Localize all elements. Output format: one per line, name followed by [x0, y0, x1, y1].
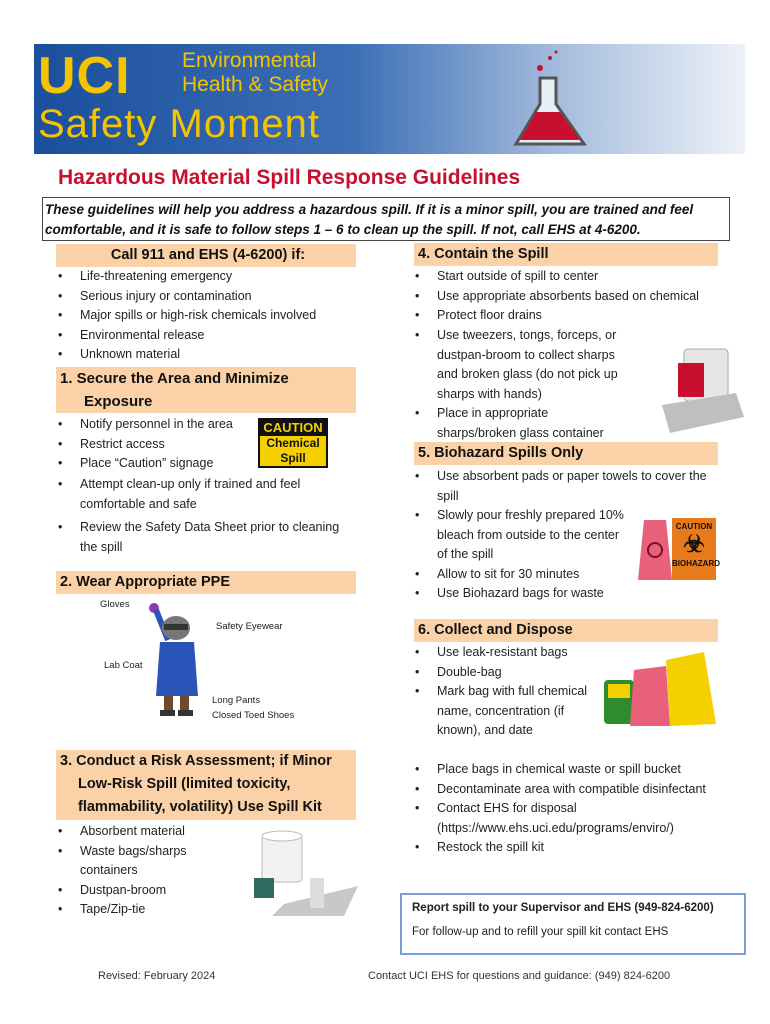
- list-item: • Life-threatening emergency: [58, 267, 358, 287]
- section-1-list-b: [58, 475, 348, 557]
- intro-text: These guidelines will help you address a hazardous spill. If it is a minor spill, you are trained and feel comfortable, and it is safe to follow steps 1 – 6 to clean up the spill. If not, call EHS at 4-6200.: [42, 197, 730, 241]
- uci-logo: UCI: [38, 47, 131, 105]
- caution-sign-line2: Spill: [280, 451, 306, 465]
- flask-icon: [510, 48, 610, 152]
- list-item: • Environmental release: [58, 326, 358, 346]
- biohazard-sign: [672, 518, 720, 580]
- list-item: • Mark bag with full chemical name, concentration (if known), and date: [415, 682, 605, 741]
- caution-sign: [258, 418, 328, 468]
- section-1-heading-line1: 1. Secure the Area and Minimize: [60, 370, 289, 387]
- section-2-heading: 2. Wear Appropriate PPE: [56, 571, 356, 594]
- caution-sign-top: CAUTION: [260, 420, 326, 436]
- list-item: • Slowly pour freshly prepared 10% bleach from outside to the center of the spill: [415, 506, 627, 565]
- list-item: • Allow to sit for 30 minutes: [415, 565, 627, 585]
- list-item: • Review the Safety Data Sheet prior to cleaning the spill: [58, 518, 348, 557]
- list-item-text: • Place in appropriate sharps/broken glass container: [437, 406, 604, 440]
- section-3-list: [58, 822, 208, 920]
- list-item: • Waste bags/sharps containers: [58, 842, 208, 881]
- pants-label: Long Pants: [212, 695, 261, 706]
- section-5-list-b: [415, 506, 627, 604]
- gloves-label: Gloves: [100, 599, 130, 610]
- list-item: • Place “Caution” signage: [58, 454, 254, 474]
- section-1-heading: [56, 367, 356, 413]
- list-item: • Dustpan-broom: [58, 881, 208, 901]
- footer-contact: Contact UCI EHS for questions and guidance: (949) 824-6200: [368, 970, 671, 982]
- list-item: • Serious injury or contamination: [58, 287, 358, 307]
- section-3-heading-line1: 3. Conduct a Risk Assessment; if Minor: [60, 753, 332, 769]
- section-3-heading-line2: Low-Risk Spill (limited toxicity,: [78, 776, 291, 792]
- page-title: Hazardous Material Spill Response Guidelines: [58, 166, 521, 189]
- list-item: • Tape/Zip-tie: [58, 900, 208, 920]
- list-item: • Major spills or high-risk chemicals involved: [58, 306, 358, 326]
- section-6-list-b: [415, 682, 605, 741]
- labcoat-label: Lab Coat: [104, 660, 143, 671]
- list-item: • Restrict access: [58, 435, 254, 455]
- call-911-list: [58, 267, 358, 365]
- list-item: • Decontaminate area with compatible disinfectant: [415, 780, 725, 800]
- report-box: [400, 893, 746, 955]
- list-item-text: • Use tweezers, tongs, forceps, or dustpan-broom to collect sharps and broken glass (do not pick up sharps with hands): [437, 328, 618, 401]
- biohazard-sign-top: CAUTION: [675, 522, 713, 531]
- list-item: • Use absorbent pads or paper towels to cover the spill: [415, 467, 725, 506]
- section-1-list-a: [58, 415, 254, 474]
- list-item: • Unknown material: [58, 345, 358, 365]
- section-5-list-a: [415, 467, 725, 506]
- waste-bags-icon: [600, 650, 720, 730]
- eyewear-label: Safety Eyewear: [216, 621, 283, 632]
- list-item: • Notify personnel in the area: [58, 415, 254, 435]
- spill-kit-icon: [250, 826, 360, 918]
- sharps-bucket-icon: [656, 345, 748, 437]
- ppe-figure-icon: [140, 596, 210, 724]
- list-item: • Start outside of spill to center: [415, 267, 725, 287]
- report-line-2: For follow-up and to refill your spill kit contact EHS: [412, 926, 669, 938]
- shoes-label: Closed Toed Shoes: [212, 710, 295, 721]
- list-item: • Use Biohazard bags for waste: [415, 584, 627, 604]
- section-6-heading: 6. Collect and Dispose: [414, 619, 718, 642]
- banner-line-2: Health & Safety: [182, 73, 328, 96]
- biohazard-sign-bottom: BIOHAZARD: [672, 559, 720, 568]
- section-4-list-a: [415, 267, 725, 326]
- list-item: • Double-bag: [415, 663, 725, 683]
- section-5-heading: 5. Biohazard Spills Only: [414, 442, 718, 465]
- banner-title: Safety Moment: [38, 102, 321, 146]
- biohazard-bag-icon: [636, 520, 674, 582]
- section-3-heading-line3: flammability, volatility) Use Spill Kit: [78, 799, 322, 815]
- call-911-heading: Call 911 and EHS (4-6200) if:: [56, 244, 356, 267]
- section-3-heading: [56, 750, 356, 820]
- section-4-heading: 4. Contain the Spill: [414, 243, 718, 266]
- section-1-heading-line2: Exposure: [84, 393, 153, 410]
- list-item: • Protect floor drains: [415, 306, 725, 326]
- list-item: • Use leak-resistant bags: [415, 643, 725, 663]
- list-item: • Absorbent material: [58, 822, 208, 842]
- list-item: • Use appropriate absorbents based on chemical: [415, 287, 725, 307]
- list-item[interactable]: • Contact EHS for disposal (https://www.ehs.uci.edu/programs/enviro/): [415, 799, 725, 838]
- banner-line-1: Environmental: [182, 49, 317, 72]
- report-line-1: Report spill to your Supervisor and EHS (949-824-6200): [412, 902, 714, 914]
- biohazard-icon: ☣: [683, 531, 705, 558]
- caution-sign-line1: Chemical: [266, 436, 320, 450]
- list-item: • Restock the spill kit: [415, 838, 725, 858]
- revised-date: Revised: February 2024: [98, 970, 216, 982]
- list-item: • Place bags in chemical waste or spill bucket: [415, 760, 725, 780]
- section-6-list-c: [415, 760, 725, 858]
- list-item: • Attempt clean-up only if trained and feel comfortable and safe: [58, 475, 348, 514]
- header-banner: [34, 44, 745, 154]
